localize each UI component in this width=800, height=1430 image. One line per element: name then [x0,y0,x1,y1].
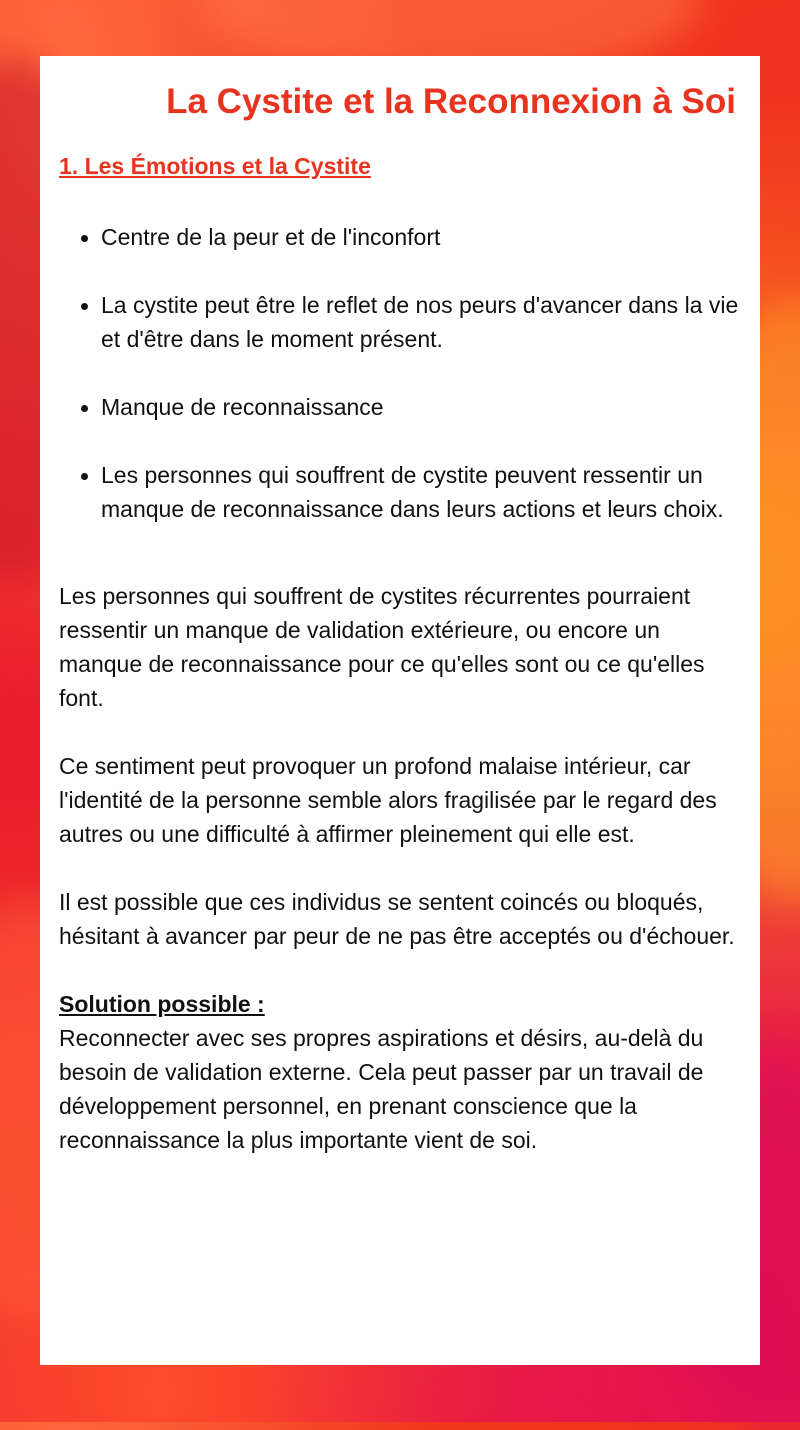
paragraph-validation: Les personnes qui souffrent de cystites récurrentes pourraient ressentir un manque de validation extérieure, ou encore un manque de reconnaissance pour ce qu'elles sont ou ce qu'elles font. [59,583,705,711]
section-heading: 1. Les Émotions et la Cystite [59,153,371,179]
bullet-icon [81,405,88,412]
bullet-icon [81,473,88,480]
list-item [59,288,742,356]
list-item-text: La cystite peut être le reflet de nos peurs d'avancer dans la vie et d'être dans le moment présent. [101,292,739,352]
list-item-text: Les personnes qui souffrent de cystite peuvent ressentir un manque de reconnaissance dans leurs actions et leurs choix. [101,462,724,522]
content-card [40,56,760,1365]
bullet-icon [81,303,88,310]
list-item [59,458,742,526]
paragraph-blocked: Il est possible que ces individus se sentent coincés ou bloqués, hésitant à avancer par peur de ne pas être acceptés ou d'échouer. [59,889,735,949]
list-item-text: Manque de reconnaissance [101,394,384,420]
bullet-icon [81,235,88,242]
solution-label: Solution possible : [59,991,265,1017]
solution-text: Reconnecter avec ses propres aspirations et désirs, au-delà du besoin de validation externe. Cela peut passer par un travail de développement personnel, en prenant conscience que la reconnaissance la plus importante vient de soi. [59,1025,704,1153]
paragraph-malaise: Ce sentiment peut provoquer un profond malaise intérieur, car l'identité de la personne semble alors fragilisée par le regard des autres ou une difficulté à affirmer pleinement qui elle est. [59,753,717,847]
list-item-text: Centre de la peur et de l'inconfort [101,224,441,250]
list-item [59,390,742,424]
list-item [59,220,742,254]
bullet-list [59,220,742,526]
page-title: La Cystite et la Reconnexion à Soi [166,82,736,121]
